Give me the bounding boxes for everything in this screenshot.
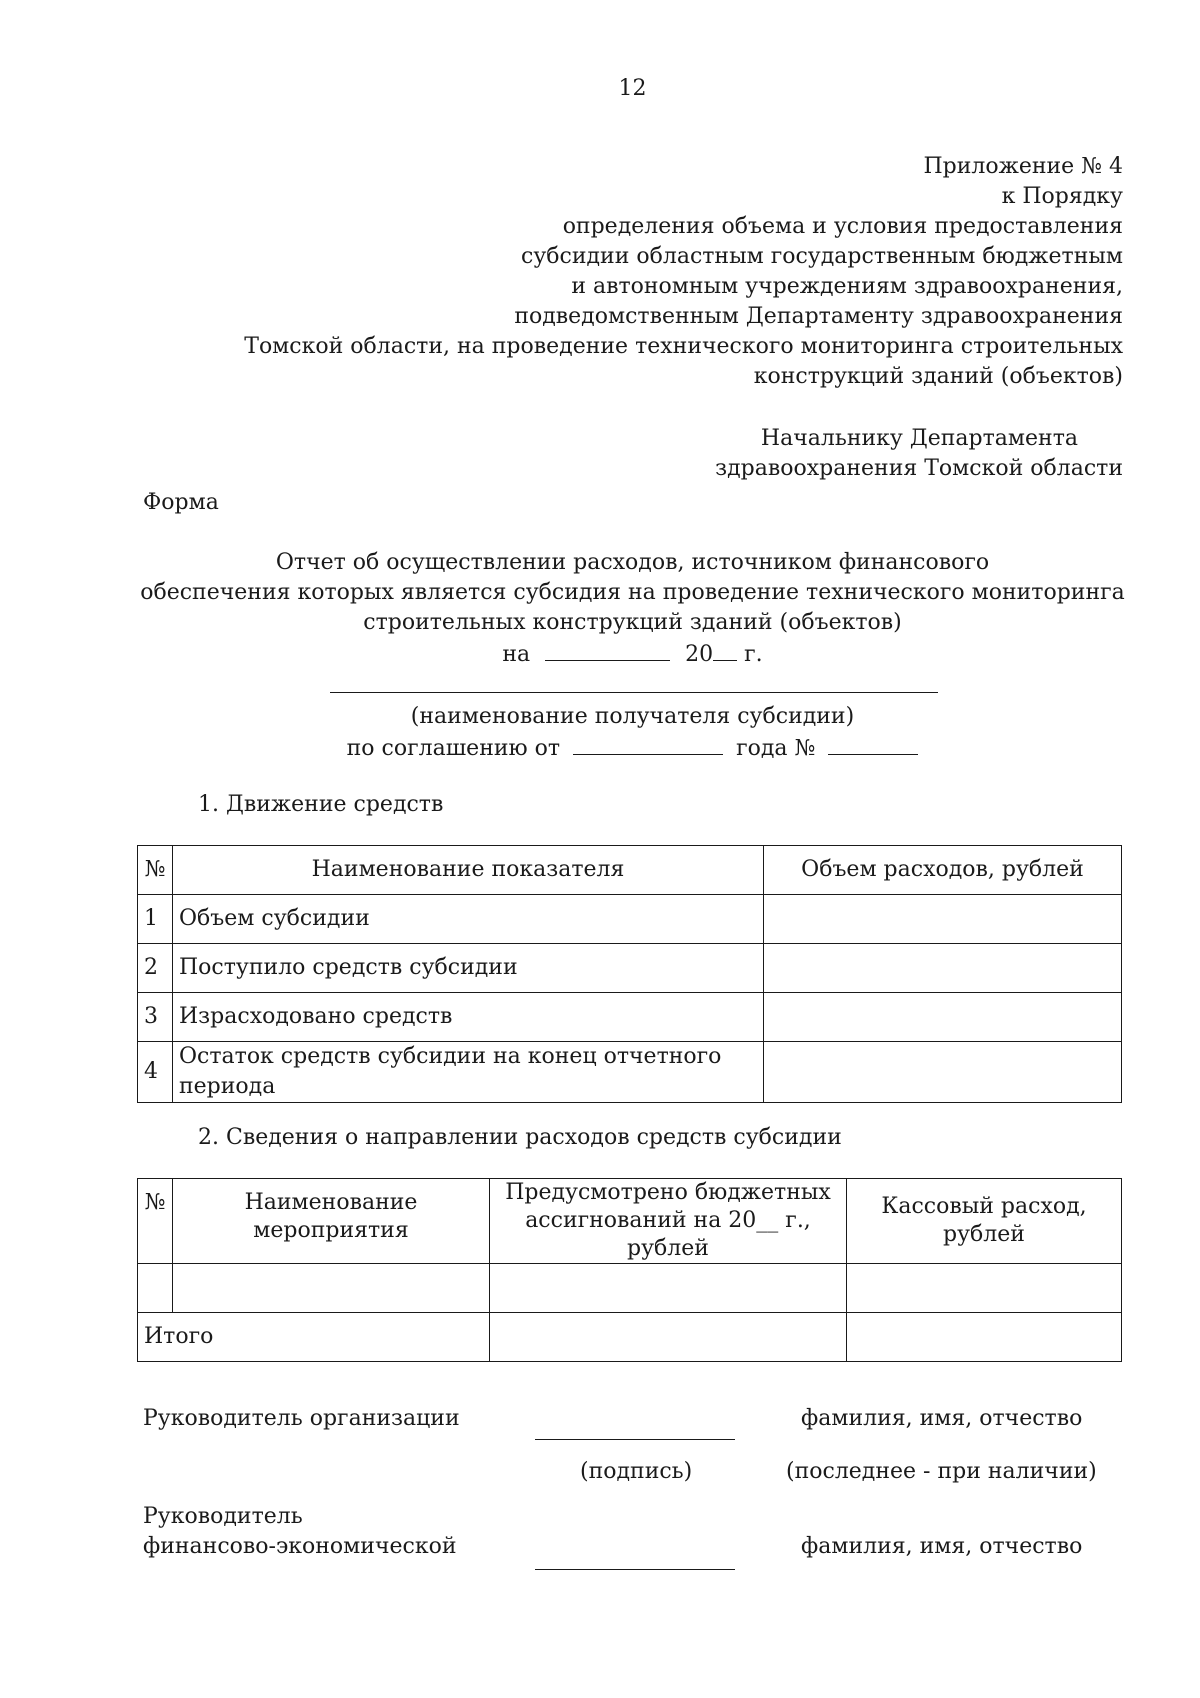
annex-line: к Порядку [1001,184,1123,209]
addressee-line: Начальнику Департамента [760,426,1078,451]
date-year: 20 [685,642,714,667]
table-row [138,895,1122,944]
section2-heading: 2. Сведения о направлении расходов средств субсидии [198,1125,842,1150]
total-planned-cell[interactable] [490,1313,847,1362]
table-row [138,993,1122,1042]
table-row [138,944,1122,993]
row-num: 1 [138,895,173,944]
recipient-caption: (наименование получателя субсидии) [410,704,855,729]
annex-line: Приложение № 4 [923,154,1123,179]
row-name: Остаток средств субсидии на конец отчетного периода [173,1042,764,1103]
row-num: 4 [138,1042,173,1103]
signature-caption: (подпись) [580,1459,693,1484]
annex-header [223,152,1123,392]
agreement-date-blank[interactable] [573,732,723,755]
header-cash-line: Кассовый расход, [881,1194,1087,1219]
title-line: строительных конструкций зданий (объектов) [363,610,902,635]
header-activity: Наименование мероприятия [173,1179,490,1264]
total-label: Итого [138,1313,490,1362]
table-row [138,1042,1122,1103]
row-value[interactable] [764,993,1122,1042]
header-amount: Объем расходов, рублей [764,846,1122,895]
title-line: обеспечения которых является субсидия на проведение технического мониторинга [140,580,1125,605]
total-row [138,1313,1122,1362]
row-num-cell[interactable] [138,1264,173,1313]
patronymic-note: (последнее - при наличии) [786,1459,1097,1484]
signature-line-2[interactable] [535,1569,735,1570]
page-number: 12 [618,76,647,101]
header-cash [847,1179,1122,1264]
report-title [0,548,1200,670]
fio-label-2: фамилия, имя, отчество [801,1534,1083,1559]
head-fin-line: Руководитель [143,1504,303,1529]
date-prefix: на [502,642,531,667]
row-activity-cell[interactable] [173,1264,490,1313]
row-cash-cell[interactable] [847,1264,1122,1313]
header-indicator: Наименование показателя [173,846,764,895]
header-planned [490,1179,847,1264]
table-row [138,1264,1122,1313]
table-header-row [138,1179,1122,1264]
annex-line: и автономным учреждениям здравоохранения, [571,274,1123,299]
header-num: № [138,1179,173,1264]
header-planned-line: ассигнований на 20__ г., рублей [525,1208,811,1261]
fio-label: фамилия, имя, отчество [801,1406,1083,1431]
row-value[interactable] [764,895,1122,944]
section1-heading: 1. Движение средств [198,792,444,817]
header-cash-line: рублей [943,1222,1025,1247]
form-label: Форма [143,490,219,515]
funds-movement-table [137,845,1122,1103]
annex-line: субсидии областным государственным бюджетным [521,244,1123,269]
annex-line: определения объема и условия предоставления [562,214,1123,239]
row-num: 2 [138,944,173,993]
recipient-blank-line[interactable] [330,692,938,693]
head-fin-label [143,1502,457,1562]
agreement-prefix: по соглашению от [346,736,561,761]
row-value[interactable] [764,944,1122,993]
signature-line[interactable] [535,1439,735,1440]
row-num: 3 [138,993,173,1042]
expense-directions-table [137,1178,1122,1362]
annex-line: конструкций зданий (объектов) [753,364,1123,389]
title-line: Отчет об осуществлении расходов, источником финансового [275,550,990,575]
row-name: Поступило средств субсидии [173,944,764,993]
addressee-line: здравоохранения Томской области [715,456,1123,481]
annex-line: Томской области, на проведение технического мониторинга строительных [244,334,1123,359]
row-name: Израсходовано средств [173,993,764,1042]
total-cash-cell[interactable] [847,1313,1122,1362]
row-planned-cell[interactable] [490,1264,847,1313]
addressee [523,424,1123,484]
agreement-number-blank[interactable] [828,732,918,755]
agreement-number-label: года № [736,736,816,761]
head-fin-line: финансово-экономической [143,1534,457,1559]
head-org-label: Руководитель организации [143,1406,460,1431]
report-date [0,638,1200,670]
row-value[interactable] [764,1042,1122,1103]
header-planned-line: Предусмотрено бюджетных [505,1180,831,1205]
year-blank[interactable] [713,638,737,661]
recipient-block [0,702,1200,764]
row-name: Объем субсидии [173,895,764,944]
header-num: № [138,846,173,895]
agreement-line [0,732,1200,764]
date-blank[interactable] [545,638,670,661]
date-suffix: г. [744,642,763,667]
table-header-row [138,846,1122,895]
annex-line: подведомственным Департаменту здравоохранения [514,304,1123,329]
